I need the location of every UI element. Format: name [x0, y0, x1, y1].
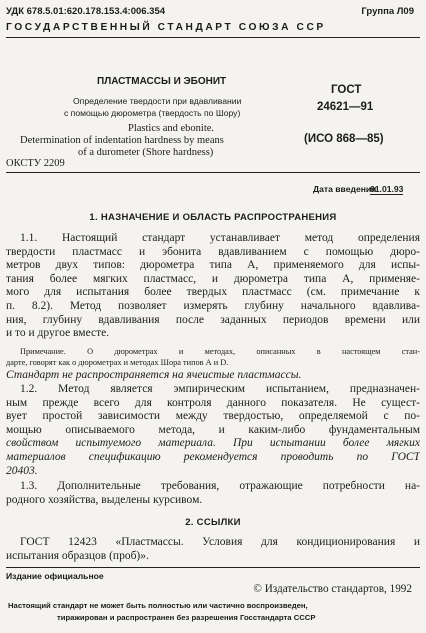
text-line: 1.2. Метод является эмпирическим испытанием, предназначен- — [20, 383, 420, 395]
italic-scope-note — [6, 369, 420, 383]
intro-date-label: Дата введения — [313, 184, 377, 194]
text-line: вует простой зависимости между твердостью, определяемой с по- — [6, 410, 420, 423]
section-2-heading: 2. ССЫЛКИ — [185, 517, 241, 528]
text-line: 1.3. Дополнительные требования, отражающие потребности на- — [20, 480, 420, 492]
text-line: свойством испытуемого материала. При испытании более мягких — [6, 437, 420, 450]
paragraph-1-1 — [6, 232, 420, 341]
text-line: испытания образцов (проб)». — [6, 549, 149, 562]
text-line: п. 8.2). Метод позволяет измерять глубину начального вдавлива- — [6, 299, 420, 312]
iso-reference: (ИСО 868—85) — [304, 133, 384, 145]
intro-date-value: 01.01.93 — [370, 184, 404, 194]
gost-number: 24621—91 — [317, 101, 374, 113]
group-code: Группа Л09 — [361, 6, 414, 17]
okstu-code: ОКСТУ 2209 — [6, 158, 65, 169]
standard-title: ГОСУДАРСТВЕННЫЙ СТАНДАРТ СОЮЗА ССР — [6, 22, 326, 33]
subtitle-ru-line2: с помощью дюрометра (твердость по Шору) — [64, 108, 241, 118]
gost-label: ГОСТ — [331, 84, 362, 96]
note-line: Примечание. О дюрометрах и методах, описанных в настоящем стан- — [20, 347, 420, 356]
header-rule — [6, 37, 420, 38]
reproduction-notice-line2: тиражирован и распространен без разрешения Госстандарта СССР — [57, 613, 316, 622]
text-line: и то и другое вместе. — [6, 327, 110, 340]
text-line: твердости пластмасс и эбонита вдавливанием с помощью дюро- — [6, 245, 420, 258]
text-line: мощью описываемого метода, и каким-либо фундаментальным — [6, 423, 420, 436]
subtitle-ru-line1: Определение твердости при вдавливании — [73, 96, 242, 106]
udk-code: УДК 678.5.01:620.178.153.4:006.354 — [6, 6, 166, 17]
title-en-line3: of a durometer (Shore hardness) — [78, 147, 214, 158]
note-line: дарте, говорят как о дюрометрах и методах Шора типов А и D. — [6, 358, 229, 367]
italic-line: Стандарт не распространяется на ячеистые пластмассы. — [6, 369, 302, 381]
note-block — [6, 346, 420, 368]
text-line: материалов спецификацию рекомендуется проводить по ГОСТ — [6, 450, 420, 463]
paragraph-1-3 — [6, 480, 420, 507]
document-title-ru: ПЛАСТМАССЫ И ЭБОНИТ — [97, 76, 227, 87]
text-line: ным прежде всего для контроля данного показателя. Не сущест- — [6, 396, 420, 409]
text-line: 20403. — [6, 464, 38, 477]
paragraph-references — [6, 536, 420, 563]
text-line: ГОСТ 12423 «Пластмассы. Условия для кондиционирования и — [20, 536, 420, 548]
text-line: метров двух типов: дюрометра типа А, применяемого для испы- — [6, 259, 420, 272]
title-en-line2: Determination of indentation hardness by means — [20, 135, 224, 146]
title-rule — [6, 172, 420, 173]
text-line: 1.1. Настоящий стандарт устанавливает метод определения — [20, 232, 420, 244]
text-line: мого для испытания более твердых пластмасс (см. примечание к — [6, 286, 420, 299]
title-en-line1: Plastics and ebonite. — [128, 123, 215, 134]
text-line: родного хозяйства, выделены курсивом. — [6, 493, 203, 506]
text-line: ния, глубину вдавливания после заданных периодов времени или — [6, 313, 420, 326]
official-edition-label: Издание официальное — [6, 571, 104, 581]
copyright-notice: © Издательство стандартов, 1992 — [253, 583, 412, 595]
text-line: тания более мягких пластмасс, и дюрометра типа А, применяе- — [6, 272, 420, 285]
section-1-heading: 1. НАЗНАЧЕНИЕ И ОБЛАСТЬ РАСПРОСТРАНЕНИЯ — [89, 212, 337, 223]
paragraph-1-2 — [6, 383, 420, 478]
footer-rule — [6, 567, 420, 568]
reproduction-notice-line1: Настоящий стандарт не может быть полностью или частично воспроизведен, — [8, 601, 308, 610]
